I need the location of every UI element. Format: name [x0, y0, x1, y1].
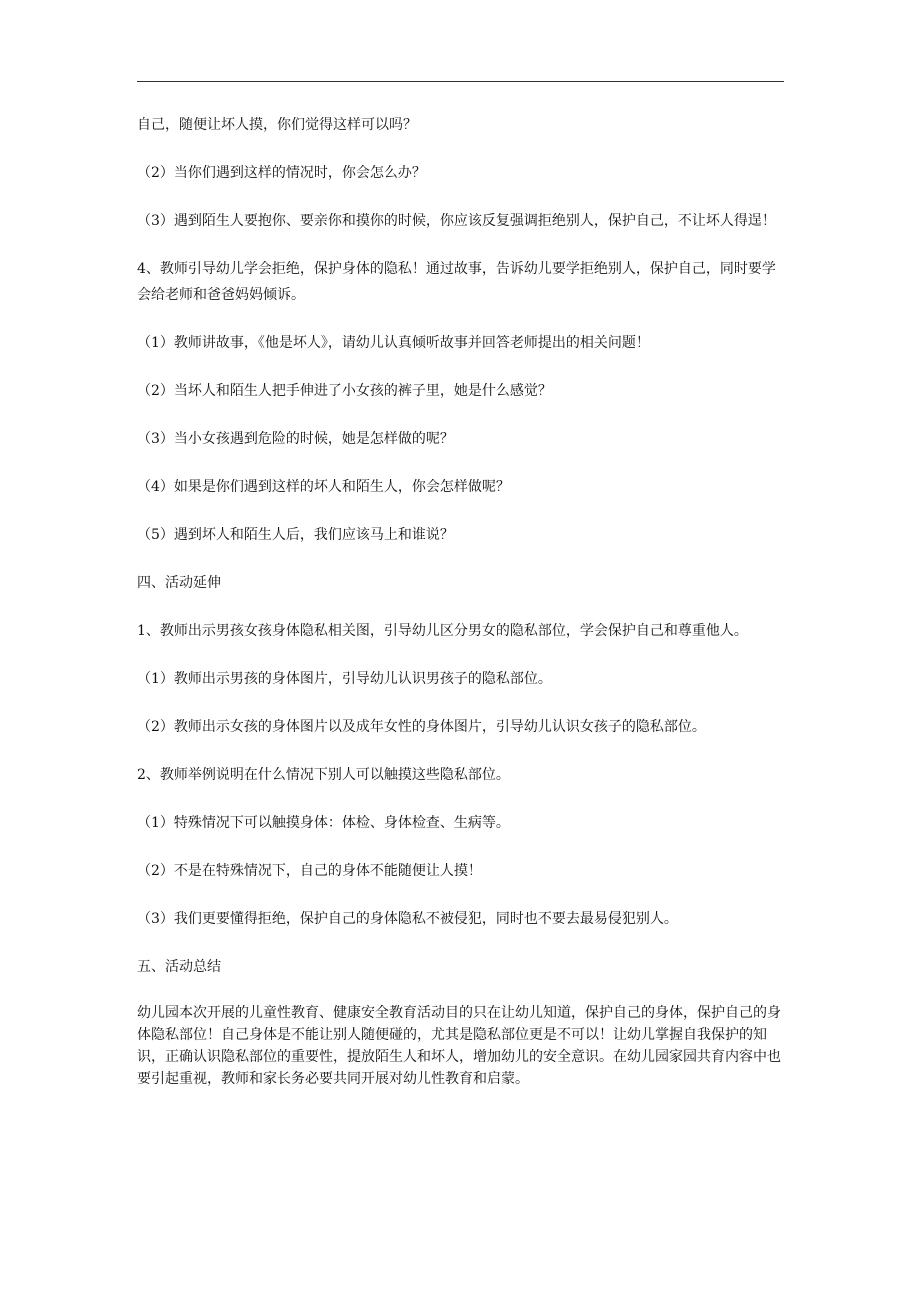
list-item: （3）我们更要懂得拒绝，保护自己的身体隐私不被侵犯，同时也不要去最易侵犯别人。 — [137, 911, 678, 927]
step-paragraph: 1、教师出示男孩女孩身体隐私相关图，引导幼儿区分男女的隐私部位，学会保护自己和尊重他人。 — [137, 623, 748, 639]
list-item: （2）教师出示女孩的身体图片以及成年女性的身体图片，引导幼儿认识女孩子的隐私部位。 — [137, 719, 706, 735]
question-item: （1）教师讲故事，《他是坏人》，请幼儿认真倾听故事并回答老师提出的相关问题！ — [137, 335, 650, 351]
list-item: （1）教师出示男孩的身体图片，引导幼儿认识男孩子的隐私部位。 — [137, 671, 552, 687]
list-item: （1）特殊情况下可以触摸身体：体检、身体检查、生病等。 — [137, 815, 510, 831]
summary-paragraph: 幼儿园本次开展的儿童性教育、健康安全教育活动目的只在让幼儿知道，保护自己的身体，保护自己的身体隐私部位！自己身体是不能让别人随便碰的，尤其是隐私部位更是不可以！让幼儿掌握自我保护的知识，正确认识隐私部位的重要性，提放陌生人和坏人，增加幼儿的安全意识。在幼儿园家园共育内容中也要引起重视，教师和家长务必要共同开展对幼儿性教育和启蒙。 — [137, 1005, 781, 1087]
step-paragraph: 4、教师引导幼儿学会拒绝，保护身体的隐私！通过故事，告诉幼儿要学拒绝别人，保护自己，同时要学会给老师和爸爸妈妈倾诉。 — [137, 261, 776, 303]
question-item: （3）遇到陌生人要抱你、要亲你和摸你的时候，你应该反复强调拒绝别人，保护自己，不让坏人得逞！ — [137, 213, 776, 229]
list-item: （2）不是在特殊情况下，自己的身体不能随便让人摸！ — [137, 863, 482, 879]
document-body — [137, 112, 787, 1112]
section-heading-summary: 五、活动总结 — [137, 959, 221, 975]
question-item: （5）遇到坏人和陌生人后，我们应该马上和谁说？ — [137, 527, 454, 543]
paragraph-continuation: 自己，随便让坏人摸，你们觉得这样可以吗？ — [137, 117, 417, 133]
section-heading-extension: 四、活动延伸 — [137, 575, 221, 591]
header-rule — [137, 81, 784, 82]
question-item: （3）当小女孩遇到危险的时候，她是怎样做的呢？ — [137, 431, 454, 447]
question-item: （4）如果是你们遇到这样的坏人和陌生人，你会怎样做呢？ — [137, 479, 510, 495]
question-item: （2）当你们遇到这样的情况时，你会怎么办？ — [137, 165, 426, 181]
step-paragraph: 2、教师举例说明在什么情况下别人可以触摸这些隐私部位。 — [137, 767, 510, 783]
question-item: （2）当坏人和陌生人把手伸进了小女孩的裤子里，她是什么感觉？ — [137, 383, 552, 399]
